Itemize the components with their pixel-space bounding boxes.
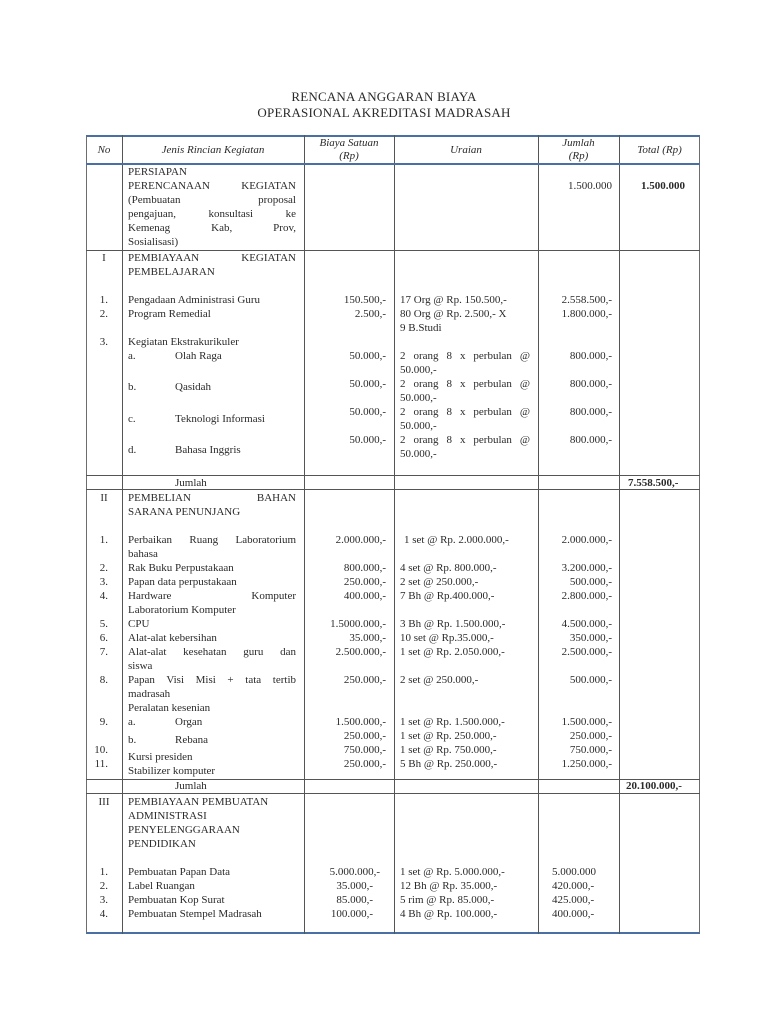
prep-line: PERSIAPAN	[128, 166, 187, 178]
item-number: 2.	[99, 562, 108, 574]
item-number: 1.	[99, 534, 108, 546]
item-biaya: 50.000,-	[349, 378, 386, 390]
item-number: 8.	[99, 674, 108, 686]
item-name: Perbaikan Ruang Laboratorium	[128, 534, 296, 546]
item-biaya: 85.000,-	[336, 894, 373, 906]
header-jumlah-unit: (Rp)	[568, 150, 589, 162]
item-biaya: 35.000,-	[349, 632, 386, 644]
item-number: 10.	[94, 744, 108, 756]
item-name: Kursi presiden	[128, 751, 193, 763]
item-jumlah: 5.000.000	[552, 866, 596, 878]
item-biaya: 50.000,-	[349, 434, 386, 446]
item-jumlah: 800.000,-	[569, 434, 612, 446]
prep-jumlah: 1.500.000	[568, 180, 612, 192]
item-uraian: 50.000,-	[400, 420, 437, 432]
item-uraian: 12 Bh @ Rp. 35.000,-	[400, 880, 498, 892]
subitem-name: Rebana	[175, 734, 208, 746]
item-uraian: 4 Bh @ Rp. 100.000,-	[400, 908, 498, 920]
item-number: 4.	[99, 590, 108, 602]
item-name: Pembuatan Kop Surat	[128, 894, 225, 906]
header-jumlah: Jumlah	[562, 137, 595, 149]
section-number: II	[100, 492, 108, 504]
item-name: siswa	[128, 660, 153, 672]
item-uraian: 50.000,-	[400, 364, 437, 376]
item-number: 4.	[99, 908, 108, 920]
item-biaya: 35.000,-	[336, 880, 373, 892]
section-title: PENYELENGGARAAN	[128, 824, 240, 836]
item-jumlah: 2.000.000,-	[561, 534, 612, 546]
item-jumlah: 500.000,-	[569, 674, 612, 686]
prep-line: (Pembuatan proposal	[128, 194, 296, 206]
item-uraian: 4 set @ Rp. 800.000,-	[400, 562, 497, 574]
item-jumlah: 400.000,-	[552, 908, 595, 920]
item-number: 5.	[99, 618, 108, 630]
section-number: III	[98, 796, 110, 808]
item-uraian: 2 orang 8 x perbulan @	[400, 434, 530, 446]
item-name: Alat-alat kebersihan	[128, 632, 217, 644]
section-title: PENDIDIKAN	[128, 838, 196, 850]
col-divider	[304, 135, 305, 934]
section-title: PEMBIAYAAN KEGIATAN	[128, 252, 296, 264]
item-name: Kegiatan Ekstrakurikuler	[128, 336, 239, 348]
item-name: Pengadaan Administrasi Guru	[128, 294, 260, 306]
item-jumlah: 800.000,-	[569, 406, 612, 418]
item-name: Stabilizer komputer	[128, 765, 216, 777]
item-jumlah: 800.000,-	[569, 378, 612, 390]
item-name: CPU	[128, 618, 150, 630]
item-uraian: 5 rim @ Rp. 85.000,-	[400, 894, 495, 906]
subtotal-label: Jumlah	[175, 477, 207, 489]
header-uraian: Uraian	[450, 144, 482, 156]
subitem-letter: c.	[128, 413, 136, 425]
item-jumlah: 3.200.000,-	[561, 562, 612, 574]
header-biaya-unit: (Rp)	[339, 150, 359, 162]
col-divider	[538, 135, 539, 934]
item-jumlah: 1.800.000,-	[561, 308, 612, 320]
header-no: No	[97, 144, 111, 156]
header-total: Total (Rp)	[637, 144, 682, 156]
item-biaya: 2.500,-	[354, 308, 386, 320]
subitem-name: Organ	[175, 716, 203, 728]
item-uraian: 1 set @ Rp. 250.000,-	[400, 730, 497, 742]
item-uraian: 80 Org @ Rp. 2.500,- X	[400, 308, 507, 320]
item-jumlah: 4.500.000,-	[561, 618, 612, 630]
item-uraian: 17 Org @ Rp. 150.500,-	[400, 294, 507, 306]
header-biaya: Biaya Satuan	[319, 137, 379, 149]
header-jenis: Jenis Rincian Kegiatan	[161, 144, 265, 156]
item-name: Papan data perpustakaan	[128, 576, 237, 588]
item-uraian: 5 Bh @ Rp. 250.000,-	[400, 758, 498, 770]
item-uraian: 2 orang 8 x perbulan @	[400, 406, 530, 418]
title-line-2: OPERASIONAL AKREDITASI MADRASAH	[257, 105, 511, 120]
item-uraian: 2 orang 8 x perbulan @	[400, 350, 530, 362]
item-biaya: 2.000.000,-	[335, 534, 386, 546]
prep-line: PERENCANAAN KEGIATAN	[128, 180, 296, 192]
subitem-name: Olah Raga	[175, 350, 222, 362]
item-number: 3.	[99, 576, 108, 588]
item-biaya: 250.000,-	[343, 730, 386, 742]
subitem-letter: a.	[128, 350, 136, 362]
item-name: Program Remedial	[128, 308, 211, 320]
item-number: 2.	[99, 308, 108, 320]
item-biaya: 800.000,-	[343, 562, 386, 574]
prep-line: Kemenag Kab, Prov,	[128, 222, 296, 234]
item-biaya: 250.000,-	[343, 758, 386, 770]
item-jumlah: 250.000,-	[569, 730, 612, 742]
item-biaya: 50.000,-	[349, 406, 386, 418]
prep-line: Sosialisasi)	[128, 236, 179, 248]
item-name: Laboratorium Komputer	[128, 604, 236, 616]
subtotal-value: 20.100.000,-	[626, 780, 682, 792]
item-number: 11.	[94, 758, 108, 770]
item-name: Label Ruangan	[128, 880, 195, 892]
item-number: 3.	[99, 894, 108, 906]
item-number: 6.	[99, 632, 108, 644]
item-jumlah: 2.500.000,-	[561, 646, 612, 658]
section-title: PEMBELAJARAN	[128, 266, 215, 278]
item-name: Pembuatan Papan Data	[128, 866, 231, 878]
section-title: PEMBELIAN BAHAN	[128, 492, 296, 504]
item-uraian: 50.000,-	[400, 392, 437, 404]
subitem-name: Qasidah	[175, 381, 212, 393]
section-title: PEMBIAYAAN PEMBUATAN	[128, 796, 269, 808]
item-uraian: 1 set @ Rp. 1.500.000,-	[400, 716, 505, 728]
item-uraian: 1 set @ Rp. 5.000.000,-	[400, 866, 505, 878]
item-name: Rak Buku Perpustakaan	[128, 562, 234, 574]
item-uraian: 50.000,-	[400, 448, 437, 460]
section-number: I	[102, 252, 106, 264]
item-uraian: 10 set @ Rp.35.000,-	[400, 632, 494, 644]
item-number: 1.	[99, 294, 108, 306]
row-divider	[86, 793, 700, 794]
item-uraian: 1 set @ Rp. 750.000,-	[400, 744, 497, 756]
item-biaya: 50.000,-	[349, 350, 386, 362]
item-jumlah: 800.000,-	[569, 350, 612, 362]
item-biaya: 2.500.000,-	[335, 646, 386, 658]
item-jumlah: 350.000,-	[569, 632, 612, 644]
item-number: 1.	[99, 866, 108, 878]
item-jumlah: 420.000,-	[552, 880, 595, 892]
item-biaya: 1.5000.000,-	[330, 618, 386, 630]
col-divider	[394, 135, 395, 934]
item-biaya: 100.000,-	[330, 908, 373, 920]
item-name: Peralatan kesenian	[128, 702, 211, 714]
item-biaya: 150.500,-	[343, 294, 386, 306]
item-uraian: 2 orang 8 x perbulan @	[400, 378, 530, 390]
item-jumlah: 750.000,-	[569, 744, 612, 756]
item-number: 2.	[99, 880, 108, 892]
subitem-name: Teknologi Informasi	[175, 413, 265, 425]
subitem-name: Bahasa Inggris	[175, 444, 241, 456]
item-jumlah: 500.000,-	[569, 576, 612, 588]
item-number: 9.	[99, 716, 108, 728]
item-name: Papan Visi Misi + tata tertib	[128, 674, 296, 686]
subitem-letter: d.	[128, 444, 137, 456]
item-jumlah: 1.250.000,-	[561, 758, 612, 770]
title-line-1: RENCANA ANGGARAN BIAYA	[291, 89, 477, 104]
item-name: Alat-alat kesehatan guru dan	[128, 646, 296, 658]
item-number: 7.	[99, 646, 108, 658]
subitem-letter: b.	[128, 734, 137, 746]
item-biaya: 250.000,-	[343, 576, 386, 588]
item-number: 3.	[99, 336, 108, 348]
item-uraian: 1 set @ Rp. 2.050.000,-	[400, 646, 505, 658]
item-uraian: 2 set @ 250.000,-	[400, 674, 479, 686]
subtotal-label: Jumlah	[175, 780, 207, 792]
item-biaya: 1.500.000,-	[335, 716, 386, 728]
subitem-letter: a.	[128, 716, 136, 728]
item-biaya: 250.000,-	[343, 674, 386, 686]
item-biaya: 5.000.000,-	[329, 866, 380, 878]
section-title: SARANA PENUNJANG	[128, 506, 241, 518]
item-name: Pembuatan Stempel Madrasah	[128, 908, 262, 920]
prep-line: pengajuan, konsultasi ke	[128, 208, 296, 220]
prep-total: 1.500.000	[641, 180, 685, 192]
subtotal-value: 7.558.500,-	[628, 477, 679, 489]
col-divider	[122, 135, 123, 934]
item-uraian: 2 set @ 250.000,-	[400, 576, 479, 588]
item-jumlah: 2.800.000,-	[561, 590, 612, 602]
item-jumlah: 1.500.000,-	[561, 716, 612, 728]
item-name: Hardware Komputer	[128, 590, 296, 602]
item-biaya: 400.000,-	[343, 590, 386, 602]
item-jumlah: 425.000,-	[552, 894, 595, 906]
item-biaya: 750.000,-	[343, 744, 386, 756]
item-jumlah: 2.558.500,-	[561, 294, 612, 306]
item-uraian: 1 set @ Rp. 2.000.000,-	[404, 534, 509, 546]
item-name: bahasa	[128, 548, 158, 560]
section-title: ADMINISTRASI	[128, 810, 207, 822]
item-uraian: 7 Bh @ Rp.400.000,-	[400, 590, 495, 602]
item-uraian: 3 Bh @ Rp. 1.500.000,-	[400, 618, 506, 630]
col-divider	[619, 135, 620, 934]
item-uraian: 9 B.Studi	[400, 322, 442, 334]
item-name: madrasah	[128, 688, 171, 700]
subitem-letter: b.	[128, 381, 137, 393]
